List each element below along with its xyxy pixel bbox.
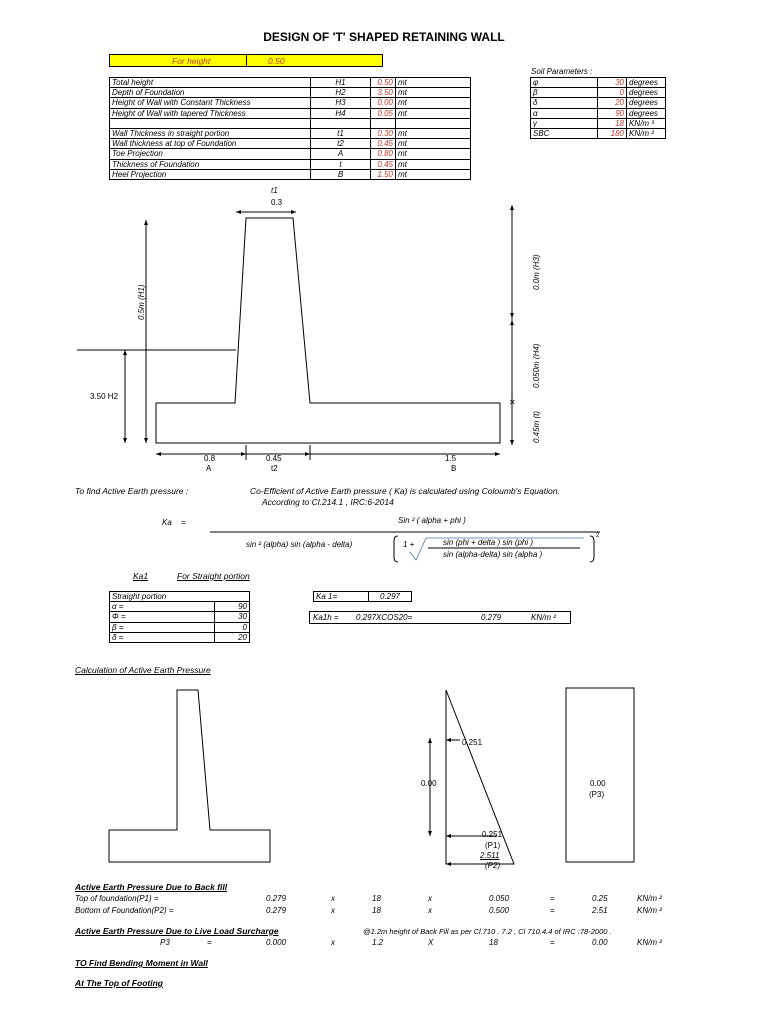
- t1-label: t1: [271, 186, 278, 195]
- for-height-label: For height: [172, 56, 211, 66]
- dimension-unit: mt: [396, 88, 471, 98]
- dimension-unit: mt: [396, 149, 471, 159]
- ka1-cell-value: 0.297: [369, 592, 412, 602]
- dimension-name: Heel Projection: [110, 169, 311, 179]
- soil-sym: α: [531, 108, 598, 118]
- ka1h-value: 0.279: [481, 613, 502, 622]
- dimension-name: Toe Projection: [110, 149, 311, 159]
- p3-b: 1.2: [372, 938, 384, 947]
- dimension-sym: H1: [311, 78, 371, 88]
- ka-numerator: Sin ² ( alpha + phi ): [398, 516, 466, 525]
- t-label: 0.45m (t): [532, 410, 541, 443]
- backfill-unit: KN/m ²: [637, 906, 662, 915]
- soil-sym: φ: [531, 78, 598, 88]
- soil-val: 30: [598, 78, 627, 88]
- backfill-x1: x: [331, 906, 335, 915]
- ka-equals: =: [181, 518, 186, 527]
- b-value: 1.5: [445, 454, 457, 463]
- backfill-c: 0.050: [489, 894, 510, 903]
- t1-value: 0.3: [271, 198, 283, 207]
- pressure-height: 0.00: [421, 779, 437, 788]
- surcharge-rect: [566, 688, 634, 862]
- p3-c: 18: [489, 938, 498, 947]
- ka-denom-left: sin ² (alpha) sin (alpha - delta): [246, 540, 353, 549]
- ka1h-unit: KN/m ²: [531, 613, 556, 622]
- footing-heading: At The Top of Footing: [75, 978, 163, 988]
- dimension-val: 0.50: [371, 78, 396, 88]
- h4-label: 0.050m (H4): [532, 343, 541, 388]
- backfill-x2: x: [428, 894, 432, 903]
- ka-line1: Co-Efficient of Active Earth pressure ( Ka) is calculated using Coloumb's Equation.: [250, 486, 560, 496]
- dimension-val: 0.00: [371, 98, 396, 108]
- p3-eq1: =: [207, 938, 212, 947]
- ka-inner-num: sin (phi + delta ) sin (phi ): [443, 538, 534, 547]
- p2-value: 2.511: [480, 851, 500, 860]
- backfill-x1: x: [331, 894, 335, 903]
- soil-unit: degrees: [627, 108, 666, 118]
- backfill-unit: KN/m ²: [637, 894, 662, 903]
- ka1h-label: Ka1h =: [313, 613, 339, 622]
- p1-value: 0.251: [482, 830, 503, 839]
- ka-inner-den: sin (alpha-delta) sin (alpha ): [443, 550, 543, 559]
- dimension-unit: mt: [396, 78, 471, 88]
- backfill-a: 0.279: [266, 906, 287, 915]
- dimension-name: Wall thickness at top of Foundation: [110, 139, 311, 149]
- wall-outline-small: [109, 690, 270, 862]
- p3-row-label: P3: [160, 938, 170, 947]
- ka1-label: Ka1: [133, 571, 149, 581]
- p1-label: (P1): [485, 841, 501, 850]
- dimension-name: Thickness of Foundation: [110, 159, 311, 169]
- dimension-unit: mt: [396, 169, 471, 179]
- t2-label: t2: [271, 464, 278, 473]
- calc-heading: Calculation of Active Earth Pressure: [75, 665, 211, 675]
- t2-value: 0.45: [266, 454, 282, 463]
- dimension-sym: A: [311, 149, 371, 159]
- backfill-label: Top of foundation(P1) =: [75, 894, 159, 903]
- straight-portion-title: Straight portion: [110, 592, 250, 602]
- backfill-a: 0.279: [266, 894, 287, 903]
- svg-text:✕: ✕: [509, 398, 516, 407]
- soil-sym: γ: [531, 118, 598, 128]
- b-label: B: [451, 464, 457, 473]
- soil-title: Soil Parameters :: [531, 67, 593, 76]
- for-height-value: 0.50: [268, 56, 285, 66]
- dimension-unit: mt: [396, 159, 471, 169]
- dimension-sym: t2: [311, 139, 371, 149]
- dimension-unit: mt: [396, 139, 471, 149]
- dimension-unit: mt: [396, 98, 471, 108]
- dimension-sym: H3: [311, 98, 371, 108]
- dimension-sym: B: [311, 169, 371, 179]
- pressure-triangle: [446, 690, 514, 864]
- dimension-sym: H4: [311, 108, 371, 118]
- p3-value: 0.00: [590, 779, 606, 788]
- sp-sym: β =: [110, 622, 215, 632]
- dimension-val: 0.05: [371, 108, 396, 118]
- dimension-val: 0.45: [371, 139, 396, 149]
- dimension-sym: t1: [311, 128, 371, 138]
- p3-a: 0.000: [266, 938, 287, 947]
- ka-symbol: Ka: [162, 518, 172, 527]
- backfill-r: 2.51: [592, 906, 608, 915]
- soil-val: 0: [598, 88, 627, 98]
- h2-label: 3.50 H2: [90, 392, 119, 401]
- sp-val: 30: [215, 612, 250, 622]
- soil-val: 90: [598, 108, 627, 118]
- p3-eq2: =: [550, 938, 555, 947]
- dimension-val: 1.50: [371, 169, 396, 179]
- sp-sym: δ =: [110, 632, 215, 642]
- a-label: A: [206, 464, 212, 473]
- p3-label: (P3): [589, 790, 605, 799]
- soil-sym: β: [531, 88, 598, 98]
- sp-val: 20: [215, 632, 250, 642]
- soil-unit: degrees: [627, 98, 666, 108]
- dimension-val: 0.30: [371, 128, 396, 138]
- backfill-eq: =: [550, 894, 555, 903]
- p2-label: (P2): [485, 861, 501, 870]
- p3-x2: X: [428, 938, 434, 947]
- soil-val: 20: [598, 98, 627, 108]
- backfill-c: 0.500: [489, 906, 510, 915]
- ka1-for: For Straight portion: [177, 571, 250, 581]
- ka-square: 2: [596, 533, 600, 539]
- soil-unit: KN/m ³: [627, 118, 666, 128]
- a-value: 0.8: [204, 454, 216, 463]
- dimension-name: Height of Wall with tapered Thickness: [110, 108, 311, 118]
- dimension-name: Total height: [110, 78, 311, 88]
- p3-unit: KN/m ²: [637, 938, 662, 947]
- dimension-name: Depth of Foundation: [110, 88, 311, 98]
- dimension-unit: mt: [396, 128, 471, 138]
- backfill-heading: Active Earth Pressure Due to Back fill: [75, 882, 228, 892]
- soil-unit: degrees: [627, 88, 666, 98]
- dimension-val: 0.80: [371, 149, 396, 159]
- dimension-val: 3.50: [371, 88, 396, 98]
- surcharge-heading: Active Earth Pressure Due to Live Load Surcharge: [75, 926, 279, 936]
- dimension-unit: mt: [396, 108, 471, 118]
- sp-val: 0: [215, 622, 250, 632]
- soil-unit: KN/m ²: [627, 128, 666, 138]
- soil-val: 18: [598, 118, 627, 128]
- bm-heading: TO Find Bending Moment in Wall: [75, 958, 208, 968]
- backfill-r: 0.25: [592, 894, 608, 903]
- ka-line2: According to Cl.214.1 , IRC:6-2014: [262, 497, 394, 507]
- ka-heading: To find Active Earth pressure :: [75, 486, 189, 496]
- top-pressure: 0.251: [462, 738, 483, 747]
- p3-x1: x: [331, 938, 335, 947]
- sp-sym: Φ =: [110, 612, 215, 622]
- dimension-val: 0.45: [371, 159, 396, 169]
- surcharge-note: @1.2m height of Back Fill as per Cl.710 . 7.2 , Cl 710.4.4 of IRC :78-2000 .: [363, 927, 612, 936]
- backfill-label: Bottom of Foundation(P2) =: [75, 906, 174, 915]
- ka1-cell-label: Ka 1=: [314, 592, 369, 602]
- backfill-b: 18: [372, 906, 381, 915]
- ka-one-plus: 1 +: [403, 540, 415, 549]
- soil-val: 180: [598, 128, 627, 138]
- sp-sym: α =: [110, 602, 215, 612]
- h1-label: 0.5m (H1): [137, 284, 146, 320]
- dimension-name: Wall Thickness in straight portion: [110, 128, 311, 138]
- h3-label: 0.0m (H3): [532, 254, 541, 290]
- sp-val: 90: [215, 602, 250, 612]
- soil-sym: δ: [531, 98, 598, 108]
- dimension-name: Height of Wall with Constant Thickness: [110, 98, 311, 108]
- soil-sym: SBC: [531, 128, 598, 138]
- dimension-sym: H2: [311, 88, 371, 98]
- soil-unit: degrees: [627, 78, 666, 88]
- backfill-x2: x: [428, 906, 432, 915]
- p3-result: 0.00: [592, 938, 608, 947]
- backfill-eq: =: [550, 906, 555, 915]
- backfill-b: 18: [372, 894, 381, 903]
- ka1h-expr: 0.297XCOS20=: [356, 613, 413, 622]
- page-title: DESIGN OF 'T' SHAPED RETAINING WALL: [263, 30, 505, 44]
- dimension-sym: t: [311, 159, 371, 169]
